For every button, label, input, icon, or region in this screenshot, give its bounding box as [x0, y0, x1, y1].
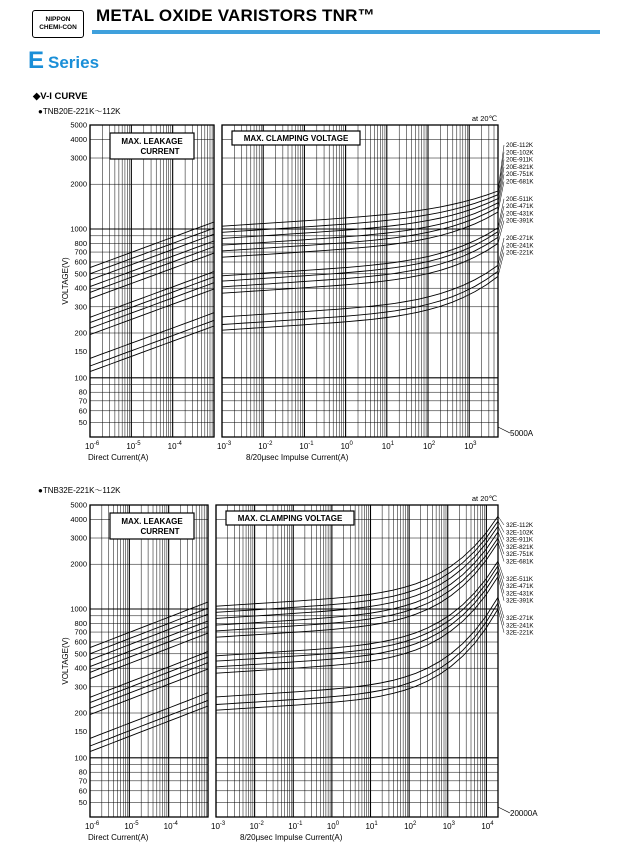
y-tick-label: 800: [74, 238, 87, 248]
y-tick-label: 1000: [70, 604, 87, 614]
y-tick-label: 600: [74, 257, 87, 267]
y-tick-label: 60: [78, 786, 87, 796]
clamping-curve-32E-431K: [216, 571, 498, 667]
series-label: 32E-102K: [506, 529, 534, 537]
y-tick-label: 700: [74, 627, 87, 637]
y-tick-label: 5000: [70, 500, 87, 510]
right-vertical-grid: [222, 125, 498, 437]
x-tick-exponent: 2: [431, 441, 436, 447]
right-x-tick-label: $10^0$: [326, 821, 340, 831]
series-label: 20E-911K: [506, 156, 534, 164]
max-current-label: 20000A: [510, 809, 538, 818]
series-label: 20E-271K: [506, 235, 534, 242]
series-letter: E: [28, 47, 45, 74]
right-x-tick-label: $10^{-2}$: [258, 441, 273, 451]
leakage-curve-32E-911K: [90, 614, 208, 660]
right-x-axis-label: 8/20μsec Impulse Current(A): [240, 833, 343, 842]
left-x-tick-label: $10^{-5}$: [124, 821, 139, 831]
series-label: 32E-511K: [506, 575, 534, 583]
chart-1: [61, 114, 534, 462]
leakage-curve-20E-241K: [90, 320, 214, 366]
x-tick-exponent: -2: [267, 441, 273, 447]
y-tick-label: 400: [74, 663, 87, 673]
series-label: 20E-681K: [506, 178, 534, 186]
x-tick-exponent: 1: [390, 441, 395, 447]
x-tick-exponent: 3: [473, 441, 477, 447]
x-tick-exponent: -5: [135, 441, 141, 447]
y-tick-label: 80: [78, 767, 87, 777]
right-x-tick-label: $10^{-1}$: [288, 821, 303, 831]
series-curves: [90, 145, 504, 372]
y-tick-label: 4000: [70, 134, 87, 144]
right-x-tick-label: $10^2$: [423, 441, 436, 451]
leakage-curve-32E-471K: [90, 657, 208, 703]
series-leader: [498, 609, 504, 633]
series-label: 20E-221K: [506, 249, 534, 257]
x-tick-exponent: -1: [308, 441, 314, 447]
max-current-leader: [498, 427, 510, 433]
x-tick-exponent: -4: [176, 441, 182, 447]
leakage-box-line2: CURRENT: [140, 527, 180, 536]
y-tick-label: 80: [78, 387, 87, 397]
series-label: 20E-102K: [506, 149, 534, 157]
page-title: METAL OXIDE VARISTORS TNR™: [96, 6, 375, 25]
right-x-tick-label: $10^0$: [340, 441, 353, 451]
right-x-tick-label: $10^1$: [381, 441, 395, 451]
right-x-tick-label: $10^4$: [481, 821, 494, 831]
y-tick-label: 200: [74, 328, 87, 338]
series-label: 20E-112K: [506, 142, 534, 149]
series-leader: [498, 526, 504, 539]
right-x-tick-label: $10^1$: [365, 821, 378, 831]
series-label: 32E-271K: [506, 615, 534, 622]
leakage-curve-20E-431K: [90, 283, 214, 329]
leakage-curve-20E-911K: [90, 234, 214, 280]
left-x-tick-label: $10^{-4}$: [167, 441, 182, 451]
y-tick-label: 2000: [70, 559, 87, 569]
y-tick-label: 50: [78, 798, 87, 808]
right-x-tick-label: $10^3$: [442, 821, 455, 831]
clamping-curve-32E-221K: [216, 609, 498, 710]
clamping-curve-32E-102K: [216, 521, 498, 612]
chart-2: [61, 494, 538, 842]
y-tick-label: 300: [74, 682, 87, 692]
leakage-curve-32E-271K: [90, 693, 208, 739]
leakage-curve-32E-821K: [90, 621, 208, 667]
max-current-label: 5000A: [510, 429, 534, 438]
x-tick-exponent: 0: [335, 821, 340, 827]
series-word: Series: [48, 53, 100, 72]
temperature-note: at 20℃: [471, 494, 497, 503]
series-label: 32E-391K: [506, 597, 534, 605]
max-current-leader: [498, 807, 510, 813]
leakage-curve-32E-751K: [90, 627, 208, 673]
y-tick-label: 400: [74, 283, 87, 293]
series-label: 32E-681K: [506, 558, 534, 566]
leakage-curve-20E-391K: [90, 289, 214, 335]
y-tick-label: 300: [74, 302, 87, 312]
x-tick-exponent: 1: [374, 821, 378, 827]
left-plot-frame: [90, 505, 208, 817]
leakage-box-line1: MAX. LEAKAGE: [121, 137, 183, 146]
clamping-curve-32E-751K: [216, 538, 498, 631]
y-tick-label: 60: [78, 406, 87, 416]
y-tick-label: 600: [74, 637, 87, 647]
series-leader: [498, 245, 504, 271]
series-label: 32E-431K: [506, 590, 534, 598]
series-leader: [498, 521, 504, 532]
left-x-tick-label: $10^{-6}$: [85, 441, 100, 451]
y-tick-label: 100: [74, 373, 87, 383]
right-vertical-grid: [216, 505, 498, 817]
right-plot-frame: [216, 505, 498, 817]
left-vertical-grid: [90, 125, 214, 437]
leakage-curve-20E-271K: [90, 313, 214, 359]
series-label: 32E-911K: [506, 536, 534, 544]
series-leader: [498, 213, 504, 237]
series-label: 20E-471K: [506, 203, 534, 211]
leakage-curve-32E-102K: [90, 608, 208, 654]
leakage-curve-32E-511K: [90, 652, 208, 698]
series-label: 32E-241K: [506, 622, 534, 630]
clamping-curve-32E-271K: [216, 597, 498, 697]
series-label: 20E-511K: [506, 195, 534, 203]
series-label: 20E-821K: [506, 163, 534, 171]
y-tick-label: 700: [74, 247, 87, 257]
horizontal-grid: [90, 505, 498, 817]
right-x-axis-label: 8/20μsec Impulse Current(A): [246, 453, 349, 462]
right-x-tick-label: $10^{-3}$: [211, 821, 226, 831]
series-label: 20E-751K: [506, 171, 534, 179]
series-label: 20E-391K: [506, 217, 534, 225]
y-tick-label: 2000: [70, 179, 87, 189]
temperature-note: at 20℃: [471, 114, 497, 123]
x-tick-exponent: -4: [172, 821, 178, 827]
right-x-tick-label: $10^{-2}$: [249, 821, 264, 831]
clamping-curve-32E-911K: [216, 526, 498, 618]
series-label: 32E-751K: [506, 551, 534, 559]
y-tick-label: 3000: [70, 533, 87, 543]
series-label: 20E-241K: [506, 242, 534, 250]
series-leader: [498, 516, 504, 525]
y-tick-label: 4000: [70, 514, 87, 524]
leakage-curve-20E-681K: [90, 253, 214, 299]
x-tick-exponent: 0: [349, 441, 353, 447]
left-x-tick-label: $10^{-4}$: [163, 821, 178, 831]
chart1-title: ●TNB20E-221K～112K: [38, 107, 121, 116]
leakage-curve-20E-751K: [90, 247, 214, 293]
y-tick-label: 500: [74, 649, 87, 659]
y-axis-label: VOLTAGE(V): [61, 257, 70, 305]
right-x-tick-label: $10^3$: [464, 441, 477, 451]
leakage-box-line1: MAX. LEAKAGE: [121, 517, 183, 526]
leakage-curve-20E-511K: [90, 272, 214, 318]
section-title: ◆V-I CURVE: [33, 91, 88, 102]
leakage-curve-32E-241K: [90, 700, 208, 746]
y-tick-labels: [70, 501, 87, 808]
y-tick-label: 800: [74, 618, 87, 628]
y-tick-label: 150: [74, 727, 87, 737]
left-x-tick-label: $10^{-5}$: [126, 441, 141, 451]
series-label: 32E-221K: [506, 629, 534, 637]
x-tick-labels: [85, 821, 494, 831]
y-tick-label: 70: [78, 396, 87, 406]
leakage-curve-32E-391K: [90, 669, 208, 715]
y-tick-label: 70: [78, 776, 87, 786]
series-label: 32E-471K: [506, 583, 534, 591]
y-tick-label: 500: [74, 269, 87, 279]
logo-line1: NIPPON: [45, 16, 71, 23]
x-tick-exponent: -6: [93, 441, 100, 447]
series-label: 32E-821K: [506, 543, 534, 551]
y-tick-label: 5000: [70, 120, 87, 130]
series-leader: [498, 577, 504, 601]
x-tick-labels: [85, 441, 477, 451]
y-tick-label: 3000: [70, 153, 87, 163]
series-leader: [498, 206, 504, 232]
clamping-curve-32E-821K: [216, 532, 498, 625]
left-vertical-grid: [90, 505, 208, 817]
leakage-curve-20E-102K: [90, 228, 214, 274]
clamping-box-label: MAX. CLAMPING VOLTAGE: [237, 514, 343, 523]
y-tick-label: 200: [74, 708, 87, 718]
series-label: 32E-112K: [506, 522, 534, 529]
y-tick-label: 100: [74, 753, 87, 763]
left-x-axis-label: Direct Current(A): [88, 833, 149, 842]
logo-line2: CHEMI-CON: [39, 24, 77, 31]
leakage-curve-20E-471K: [90, 277, 214, 323]
left-plot-frame: [90, 125, 214, 437]
x-tick-exponent: -5: [133, 821, 139, 827]
x-tick-exponent: -3: [219, 821, 226, 827]
x-tick-exponent: -3: [225, 441, 232, 447]
x-tick-exponent: 4: [490, 821, 494, 827]
right-x-tick-label: $10^{-1}$: [299, 441, 314, 451]
leakage-curve-32E-431K: [90, 663, 208, 709]
leakage-curve-20E-821K: [90, 241, 214, 287]
clamping-box-label: MAX. CLAMPING VOLTAGE: [243, 134, 349, 143]
leakage-box-line2: CURRENT: [140, 147, 180, 156]
chart2-title: ●TNB32E-221K～112K: [38, 486, 121, 495]
y-axis-label: VOLTAGE(V): [61, 637, 70, 685]
series-leader: [498, 238, 504, 265]
x-tick-exponent: 3: [451, 821, 455, 827]
y-tick-label: 150: [74, 347, 87, 357]
series-leader: [498, 253, 504, 277]
left-x-axis-label: Direct Current(A): [88, 453, 149, 462]
x-tick-exponent: -2: [258, 821, 264, 827]
clamping-curve-32E-112K: [216, 516, 498, 606]
right-x-tick-label: $10^2$: [404, 821, 417, 831]
y-tick-labels: [70, 121, 87, 428]
left-x-tick-label: $10^{-6}$: [85, 821, 100, 831]
x-tick-exponent: 2: [413, 821, 417, 827]
y-tick-label: 50: [78, 418, 87, 428]
clamping-curve-32E-681K: [216, 543, 498, 638]
x-tick-exponent: -6: [93, 821, 100, 827]
x-tick-exponent: -1: [297, 821, 303, 827]
leakage-curve-32E-681K: [90, 633, 208, 679]
right-x-tick-label: $10^{-3}$: [217, 441, 232, 451]
series-label: 20E-431K: [506, 210, 534, 218]
y-tick-label: 1000: [70, 224, 87, 234]
